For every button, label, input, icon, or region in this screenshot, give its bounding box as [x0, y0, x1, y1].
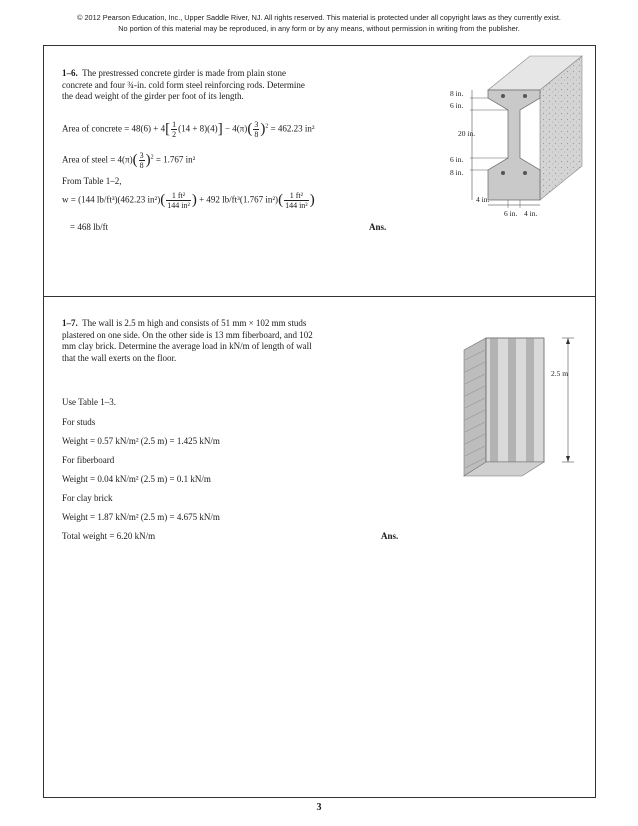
dim-label: 6 in.: [450, 101, 464, 110]
studs-label: For studs: [62, 417, 96, 427]
wall-figure: [456, 320, 592, 492]
weight-result: = 468 lb/ft: [70, 222, 109, 232]
girder-figure: [446, 52, 592, 217]
page-number: 3: [316, 802, 322, 813]
weight-part-1: w = (144 lb/ft³)(462.23 in²): [62, 194, 161, 205]
copyright-header: [0, 12, 638, 34]
dim-label: 8 in.: [450, 89, 464, 98]
rod-icon: [523, 171, 527, 175]
dim-label: 4 in.: [476, 195, 490, 204]
studs-weight: Weight = 0.57 kN/m² (2.5 m) = 1.425 kN/m: [62, 436, 220, 446]
steel-area-equation: Area of steel = 4(π)( $\frac{3}{8}$ )$^2$ = 1.767 in²: [62, 151, 196, 170]
copyright-line-1: © 2012 Pearson Education, Inc., Upper Saddle River, NJ. All rights reserved. This material is protected under all copyright laws as they currently exist.: [77, 13, 561, 22]
problem-7-text: The wall is 2.5 m high and consists of 51 mm × 102 mm studs plastered on one side. On the other side is 13 mm fiberboard, and 102 mm clay brick. Determine the average load in kN/m of length of wall that the wall exerts on the floor.: [62, 318, 313, 363]
problem-6-number: 1–6.: [62, 68, 78, 78]
problem-7-answer-marker: Ans.: [381, 531, 399, 541]
rod-icon: [523, 94, 527, 98]
steel-area-result: = 1.767 in²: [155, 154, 196, 165]
fiberboard-label: For fiberboard: [62, 455, 115, 465]
girder-cross-section: [488, 90, 540, 200]
concrete-area-result: = 462.23 in²: [270, 123, 315, 134]
half-fraction: $\frac{1}{2}$: [172, 120, 177, 139]
fiberboard-weight: Weight = 0.04 kN/m² (2.5 m) = 0.1 kN/m: [62, 474, 211, 484]
dim-label: 4 in.: [524, 209, 538, 217]
problem-6-statement: [62, 68, 312, 103]
problem-7-number: 1–7.: [62, 318, 78, 328]
dim-label: 6 in.: [450, 155, 464, 164]
from-table-text: From Table 1–2,: [62, 176, 122, 186]
steel-area-label: Area of steel = 4(π): [62, 154, 133, 165]
dim-label: 6 in.: [504, 209, 518, 217]
concrete-mid-term: (14 + 8)(4): [178, 123, 218, 134]
rod-icon: [501, 94, 505, 98]
brick-label: For clay brick: [62, 493, 113, 503]
concrete-area-equation: Area of concrete = 48(6) + 4[ $\frac{1}{2}$ (14 + 8)(4)] − 4(π)( $\frac{3}{8}$ )$^2$ = 462.23 in²: [62, 120, 315, 139]
stud: [490, 338, 498, 462]
problem-6-answer-marker: Ans.: [369, 222, 387, 232]
height-label: 2.5 m: [551, 369, 569, 378]
use-table-text: Use Table 1–3.: [62, 397, 116, 407]
stud: [508, 338, 516, 462]
section-divider: [43, 296, 596, 297]
weight-equation: w = (144 lb/ft³)(462.23 in²)( $\frac{\text{1 ft²}}{\text{144 in²}}$ ) + 492 lb/ft³(1.767 in²)( $\frac{\text{1 ft²}}{\text{144 in²}}$ ): [62, 191, 315, 210]
concrete-minus-term: − 4(π): [224, 123, 248, 134]
stud: [526, 338, 534, 462]
copyright-line-2: No portion of this material may be reproduced, in any form or by any means, without permission in writing from the publisher.: [118, 24, 520, 33]
brick-weight: Weight = 1.87 kN/m² (2.5 m) = 4.675 kN/m: [62, 512, 220, 522]
total-weight: Total weight = 6.20 kN/m: [62, 531, 156, 541]
problem-7-statement: [62, 318, 324, 364]
weight-part-2: + 492 lb/ft³(1.767 in²): [199, 194, 279, 205]
problem-6-text: The prestressed concrete girder is made from plain stone concrete and four ¾-in. cold form steel reinforcing rods. Determine the dead weight of the girder per foot of its length.: [62, 68, 305, 101]
dim-label: 20 in.: [458, 129, 476, 138]
concrete-area-label: Area of concrete = 48(6) + 4: [62, 123, 166, 134]
rod-icon: [501, 171, 505, 175]
dim-label: 8 in.: [450, 168, 464, 177]
